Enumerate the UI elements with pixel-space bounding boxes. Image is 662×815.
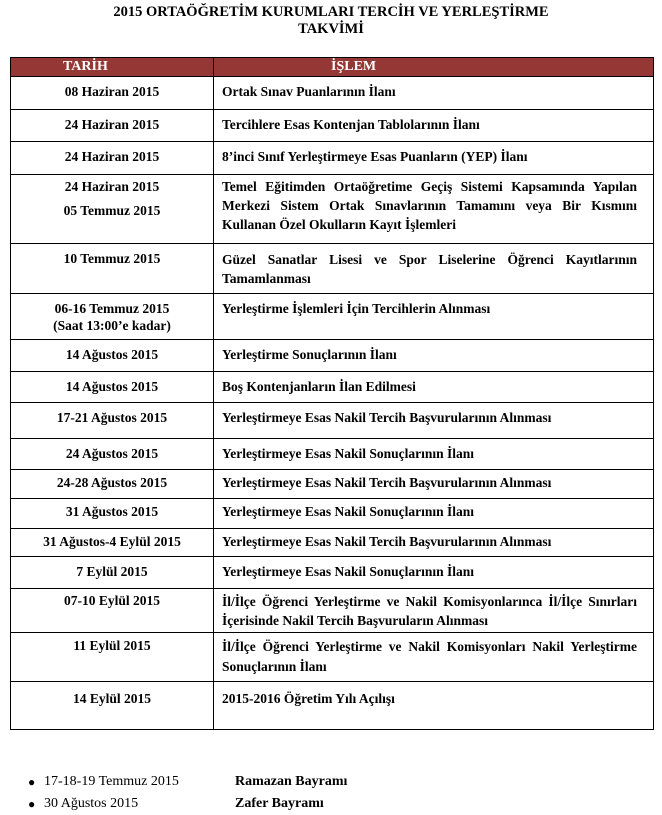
action-cell: Yerleştirmeye Esas Nakil Sonuçlarının İlanı xyxy=(214,557,654,589)
holiday-date: 17-18-19 Temmuz 2015 xyxy=(44,774,179,789)
table-row xyxy=(11,372,654,403)
date-cell xyxy=(11,244,214,294)
action-cell: Yerleştirmeye Esas Nakil Sonuçlarının İlanı xyxy=(214,439,654,470)
action-cell: Temel Eğitimden Ortaöğretime Geçiş Sistemi Kapsamında Yapılan Merkezi Sistem Ortak Sınavlarının Tamamını veya Bir Kısmını Kullanan Özel Okulların Kayıt İşlemleri xyxy=(214,175,654,244)
table-row xyxy=(11,529,654,557)
table-row xyxy=(11,589,654,633)
holiday-notes xyxy=(28,771,628,815)
date-text: 11 Eylül 2015 xyxy=(73,638,151,653)
date-text: 10 Temmuz 2015 xyxy=(63,251,161,266)
list-item xyxy=(28,771,628,793)
date-cell xyxy=(11,110,214,142)
table-row xyxy=(11,633,654,682)
table-row xyxy=(11,244,654,294)
table-row xyxy=(11,439,654,470)
date-cell xyxy=(11,633,214,682)
list-item xyxy=(28,793,628,815)
date-text: 08 Haziran 2015 xyxy=(64,84,160,99)
date-text: 24 Haziran 2015 xyxy=(64,117,160,132)
action-cell: Güzel Sanatlar Lisesi ve Spor Liselerine Öğrenci Kayıtlarının Tamamlanması xyxy=(214,244,654,294)
action-cell: 8’inci Sınıf Yerleştirmeye Esas Puanların (YEP) İlanı xyxy=(214,142,654,175)
column-header-date: TARİH xyxy=(11,58,214,77)
action-cell: Ortak Sınav Puanlarının İlanı xyxy=(214,77,654,110)
date-cell xyxy=(11,470,214,499)
holiday-name: Ramazan Bayramı xyxy=(235,774,348,789)
holiday-date: 30 Ağustos 2015 xyxy=(44,796,139,811)
date-text: 14 Ağustos 2015 xyxy=(65,347,159,362)
date-cell xyxy=(11,499,214,529)
date-text: 06-16 Temmuz 2015 xyxy=(54,301,170,316)
date-text: 24-28 Ağustos 2015 xyxy=(56,475,168,490)
action-cell: İl/İlçe Öğrenci Yerleştirme ve Nakil Komisyonlarınca İl/İlçe Sınırları İçerisinde Nakil Tercih Başvuruların Alınması xyxy=(214,589,654,633)
table-row xyxy=(11,557,654,589)
date-cell xyxy=(11,439,214,470)
table-row xyxy=(11,470,654,499)
date-text-secondary: (Saat 13:00’e kadar) xyxy=(53,318,171,333)
date-cell xyxy=(11,340,214,372)
action-cell: Yerleştirme Sonuçlarının İlanı xyxy=(214,340,654,372)
table-header-row xyxy=(11,58,654,77)
date-text: 31 Ağustos 2015 xyxy=(65,504,159,519)
date-text: 17-21 Ağustos 2015 xyxy=(56,410,168,425)
action-cell: Yerleştirmeye Esas Nakil Tercih Başvurularının Alınması xyxy=(214,403,654,439)
date-text: 7 Eylül 2015 xyxy=(76,564,148,579)
date-text: 24 Haziran 2015 xyxy=(64,149,160,164)
date-cell xyxy=(11,529,214,557)
date-cell xyxy=(11,142,214,175)
schedule-table xyxy=(10,57,654,730)
date-text-secondary: 05 Temmuz 2015 xyxy=(63,203,161,218)
table-row xyxy=(11,403,654,439)
date-cell xyxy=(11,403,214,439)
table-row xyxy=(11,175,654,244)
date-cell xyxy=(11,682,214,730)
bullet-icon: ● xyxy=(28,797,36,811)
date-cell xyxy=(11,372,214,403)
action-cell: Yerleştirmeye Esas Nakil Tercih Başvurularının Alınması xyxy=(214,529,654,557)
date-cell xyxy=(11,294,214,340)
date-text: 24 Ağustos 2015 xyxy=(65,446,159,461)
action-cell: Yerleştirmeye Esas Nakil Sonuçlarının İlanı xyxy=(214,499,654,529)
action-cell: 2015-2016 Öğretim Yılı Açılışı xyxy=(214,682,654,730)
action-cell: Boş Kontenjanların İlan Edilmesi xyxy=(214,372,654,403)
date-cell xyxy=(11,589,214,633)
date-cell xyxy=(11,175,214,244)
date-cell xyxy=(11,557,214,589)
document-title-line-2: TAKVİMİ xyxy=(298,21,364,37)
date-text: 14 Eylül 2015 xyxy=(72,691,151,706)
holiday-name: Zafer Bayramı xyxy=(235,796,324,811)
table-row xyxy=(11,142,654,175)
table-row xyxy=(11,682,654,730)
date-text: 14 Ağustos 2015 xyxy=(65,379,159,394)
action-cell: Yerleştirmeye Esas Nakil Tercih Başvurularının Alınması xyxy=(214,470,654,499)
column-header-action: İŞLEM xyxy=(214,58,654,77)
date-cell xyxy=(11,77,214,110)
table-row xyxy=(11,110,654,142)
table-row xyxy=(11,340,654,372)
table-row xyxy=(11,294,654,340)
action-cell: Tercihlere Esas Kontenjan Tablolarının İlanı xyxy=(214,110,654,142)
action-cell: Yerleştirme İşlemleri İçin Tercihlerin Alınması xyxy=(214,294,654,340)
date-text: 24 Haziran 2015 xyxy=(64,179,160,194)
action-cell: İl/İlçe Öğrenci Yerleştirme ve Nakil Komisyonları Nakil Yerleştirme Sonuçlarının İlanı xyxy=(214,633,654,682)
date-text: 07-10 Eylül 2015 xyxy=(63,593,160,608)
date-text: 31 Ağustos-4 Eylül 2015 xyxy=(43,534,181,549)
table-row xyxy=(11,499,654,529)
table-row xyxy=(11,77,654,110)
bullet-icon: ● xyxy=(28,775,36,789)
document-title-line-1: 2015 ORTAÖĞRETİM KURUMLARI TERCİH VE YERLEŞTİRME xyxy=(113,4,549,20)
